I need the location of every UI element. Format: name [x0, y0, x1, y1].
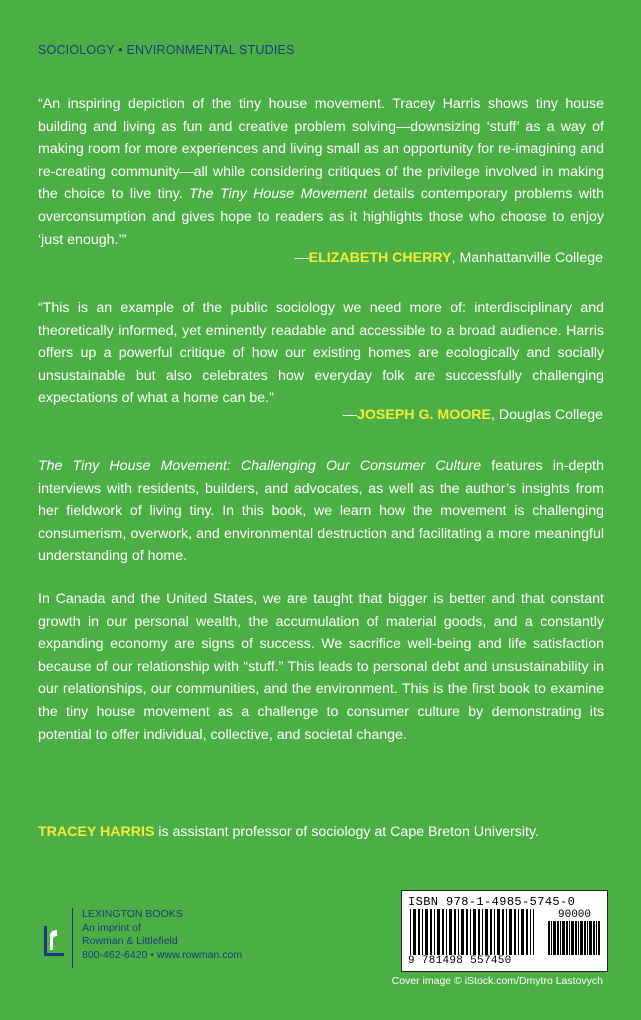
book-title: The Tiny House Movement: Challenging Our Consumer Culture — [38, 458, 482, 474]
attribution-dash: — — [294, 250, 309, 266]
barcode-number: 9 781498 557450 — [408, 955, 512, 967]
quote-1-text-a: “An inspiring depiction of the tiny house movement. Tracey Harris shows tiny house building and living as fun and creative problem solving—downsizing ‘stuff’ as a way of making room for more experiences and living small as an opportunity for re-imagining and re-creating community—all while considering critiques of the privilege involved in making the choice to live tiny. — [38, 96, 604, 203]
attribution-affiliation: , Douglas College — [491, 407, 603, 423]
author-name: TRACEY HARRIS — [38, 824, 155, 840]
attribution-dash: — — [342, 407, 357, 423]
cover-image-credit: Cover image © iStock.com/Dmytro Lastovych — [391, 975, 603, 987]
publisher-logo-icon — [40, 912, 70, 962]
barcode-bars — [410, 909, 534, 955]
quote-2: “This is an example of the public sociology we need more of: interdisciplinary and theoretically informed, yet eminently readable and accessible to a broad audience. Harris offers up a powerful critique of how our existing homes are ecologically and socially unsustainable but also celebrates how everyday folk are successfully challenging expectations of what a home can be.” — [38, 300, 604, 407]
isbn-text: ISBN 978-1-4985-5745-0 — [408, 895, 576, 909]
quote-2-attribution — [343, 407, 603, 423]
quote-1-text-b: details contemporary problems with overconsumption and gives hope to readers as it highlights those who choose to enjoy ‘just enough.’” — [38, 186, 604, 248]
attribution-name: ELIZABETH CHERRY — [308, 250, 452, 266]
quote-1-attribution — [294, 250, 603, 266]
attribution-name: JOSEPH G. MOORE — [356, 407, 491, 423]
barcode — [401, 890, 608, 972]
quote-1-book-title: The Tiny House Movement — [189, 186, 367, 203]
quote-1 — [38, 93, 604, 251]
publisher-name: LEXINGTON BOOKS — [82, 908, 183, 920]
price-code: 90000 — [558, 909, 592, 921]
author-bio — [38, 821, 604, 844]
publisher-parent: Rowman & Littlefield — [82, 935, 178, 948]
description-paragraph-1 — [38, 455, 604, 568]
description-1-text: features in-depth interviews with residents, builders, and advocates, as well as the author’s insights from her fieldwork of living tiny. In this book, we learn how the movement is challenging consumerism, overwork, and environmental destruction and facilitating a more meaningful understanding of home. — [38, 458, 604, 565]
price-barcode-bars — [548, 921, 600, 955]
attribution-affiliation: , Manhattanville College — [451, 250, 603, 266]
category-label: SOCIOLOGY • ENVIRONMENTAL STUDIES — [38, 43, 295, 57]
publisher-info — [82, 908, 242, 962]
publisher-imprint-line: An imprint of — [82, 921, 141, 934]
publisher-divider — [72, 908, 73, 968]
description-paragraph-2: In Canada and the United States, we are taught that bigger is better and that constant growth in our personal wealth, the accumulation of material goods, and a constantly expanding economy are signs of success. We sacrifice well-being and life satisfaction because of our relationship with “stuff.” This leads to personal debt and unsustainability in our relationships, our communities, and the environment. This is the first book to examine the tiny house movement as a challenge to consumer culture by demonstrating its potential to offer individual, collective, and societal change. — [38, 591, 604, 743]
publisher-contact: 800-462-6420 • www.rowman.com — [82, 948, 243, 961]
author-bio-text: is assistant professor of sociology at Cape Breton University. — [154, 824, 539, 840]
